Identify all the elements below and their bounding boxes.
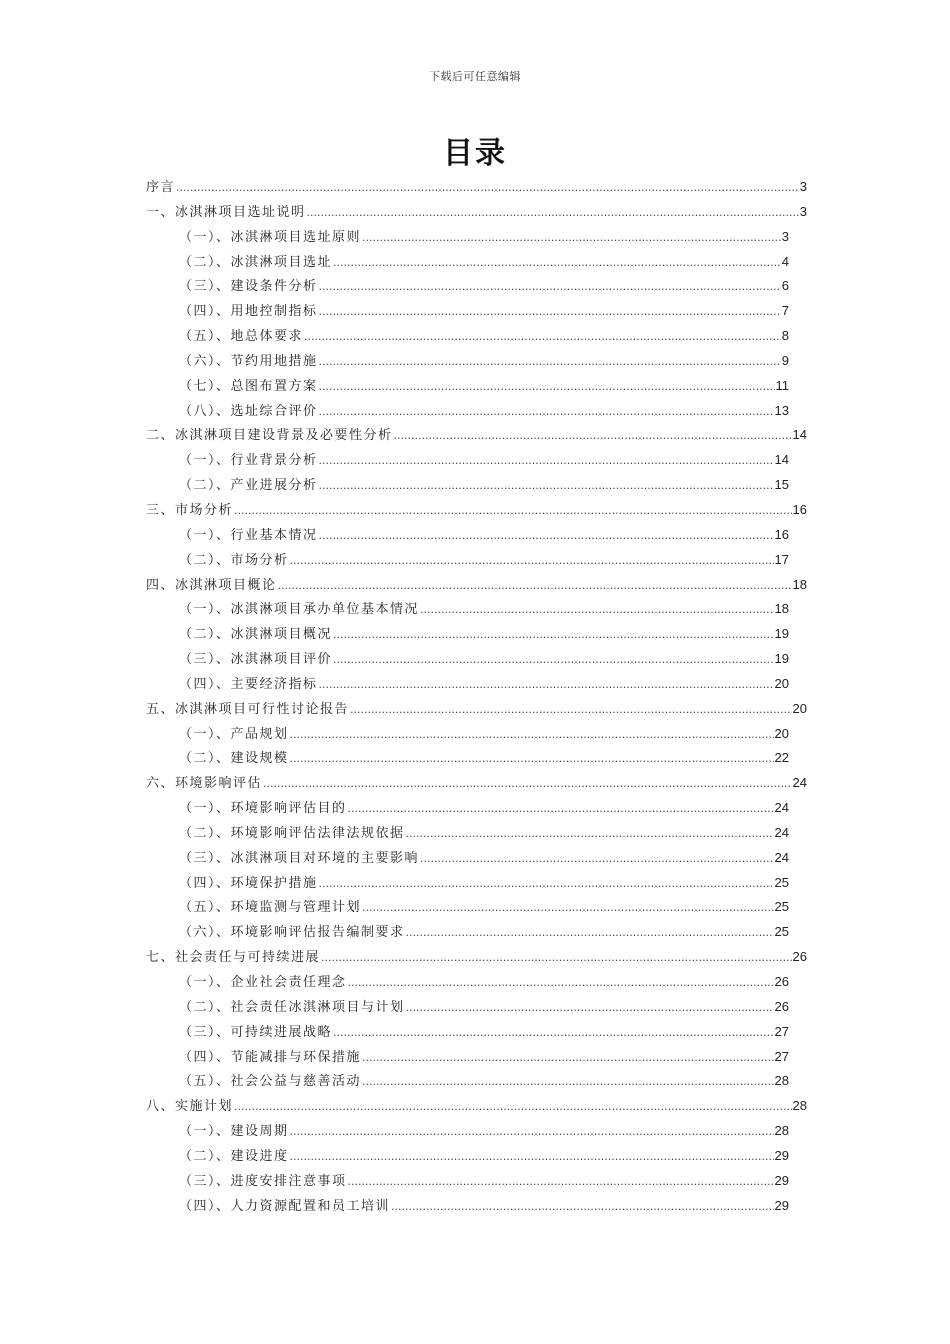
toc-dot-leader bbox=[290, 724, 774, 746]
toc-entry-page-number: 28 bbox=[774, 1123, 789, 1139]
toc-entry-page-number: 15 bbox=[774, 477, 789, 493]
toc-dot-leader bbox=[319, 475, 774, 497]
toc-dot-leader bbox=[304, 326, 781, 348]
toc-entry-page-number: 16 bbox=[792, 501, 807, 517]
toc-dot-leader bbox=[420, 848, 774, 870]
toc-entry[interactable] bbox=[146, 524, 807, 549]
toc-dot-leader bbox=[333, 1022, 774, 1044]
toc-entry[interactable] bbox=[146, 251, 807, 276]
toc-dot-leader bbox=[391, 1196, 774, 1218]
toc-entry[interactable] bbox=[146, 275, 807, 300]
toc-entry-label: （三）、冰淇淋项目对环境的主要影响 bbox=[179, 850, 420, 866]
toc-entry-label: （七）、总图布置方案 bbox=[179, 378, 318, 394]
toc-dot-leader bbox=[406, 997, 774, 1019]
toc-entry-label: （二）、社会责任冰淇淋项目与计划 bbox=[179, 999, 405, 1015]
toc-dot-leader bbox=[406, 922, 774, 944]
toc-entry-label: （五）、社会公益与慈善活动 bbox=[179, 1074, 362, 1090]
toc-entry[interactable] bbox=[146, 772, 807, 797]
toc-entry[interactable] bbox=[146, 449, 807, 474]
toc-entry-page-number: 24 bbox=[774, 800, 789, 816]
toc-entry-label: （四）、用地控制指标 bbox=[179, 304, 318, 320]
toc-entry-label: （二）、产业进展分析 bbox=[179, 478, 318, 494]
toc-entry-label: 一、冰淇淋项目选址说明 bbox=[146, 204, 306, 220]
toc-dot-leader bbox=[420, 599, 774, 621]
toc-dot-leader bbox=[348, 972, 774, 994]
toc-dot-leader bbox=[333, 624, 774, 646]
toc-entry-label: （四）、主要经济指标 bbox=[179, 676, 318, 692]
toc-entry[interactable] bbox=[146, 1170, 807, 1195]
toc-entry-page-number: 19 bbox=[774, 626, 789, 642]
toc-entry-page-number: 16 bbox=[774, 526, 789, 542]
toc-entry-page-number: 26 bbox=[774, 998, 789, 1014]
toc-entry-label: （四）、环境保护措施 bbox=[179, 875, 318, 891]
toc-entry-page-number: 24 bbox=[774, 849, 789, 865]
toc-entry[interactable] bbox=[146, 300, 807, 325]
toc-entry-label: （二）、市场分析 bbox=[179, 552, 289, 568]
toc-entry-page-number: 29 bbox=[774, 1147, 789, 1163]
toc-entry-label: （三）、冰淇淋项目评价 bbox=[179, 652, 333, 668]
toc-entry[interactable] bbox=[146, 400, 807, 425]
toc-dot-leader bbox=[321, 947, 792, 969]
toc-dot-leader bbox=[394, 425, 792, 447]
toc-dot-leader bbox=[319, 376, 775, 398]
toc-entry[interactable] bbox=[146, 673, 807, 698]
toc-entry[interactable] bbox=[146, 325, 807, 350]
toc-dot-leader bbox=[290, 1121, 774, 1143]
toc-entry-label: （五）、环境监测与管理计划 bbox=[179, 900, 362, 916]
toc-dot-leader bbox=[307, 202, 799, 224]
toc-entry-page-number: 22 bbox=[774, 750, 789, 766]
toc-entry[interactable] bbox=[146, 698, 807, 723]
toc-entry-label: （六）、环境影响评估报告编制要求 bbox=[179, 925, 405, 941]
toc-entry-label: 四、冰淇淋项目概论 bbox=[146, 577, 277, 593]
toc-entry-page-number: 4 bbox=[781, 253, 789, 269]
toc-entry[interactable] bbox=[146, 598, 807, 623]
toc-entry-label: （二）、建设进度 bbox=[179, 1148, 289, 1164]
toc-entry-label: （三）、可持续进展战略 bbox=[179, 1024, 333, 1040]
toc-entry[interactable] bbox=[146, 1021, 807, 1046]
toc-entry-page-number: 3 bbox=[799, 203, 807, 219]
toc-entry-label: 二、冰淇淋项目建设背景及必要性分析 bbox=[146, 428, 393, 444]
toc-entry-label: 序言 bbox=[146, 180, 176, 195]
toc-entry[interactable] bbox=[146, 1120, 807, 1145]
toc-dot-leader bbox=[234, 500, 792, 522]
toc-entry-label: 五、冰淇淋项目可行性讨论报告 bbox=[146, 701, 350, 717]
toc-entry[interactable] bbox=[146, 176, 807, 201]
header-note: 下载后可任意编辑 bbox=[429, 70, 521, 83]
toc-entry-page-number: 18 bbox=[774, 601, 789, 617]
toc-entry-label: （一）、产品规划 bbox=[179, 726, 289, 742]
toc-entry-label: （一）、环境影响评估目的 bbox=[179, 801, 347, 817]
toc-entry-page-number: 29 bbox=[774, 1197, 789, 1213]
toc-entry-page-number: 20 bbox=[792, 700, 807, 716]
toc-entry[interactable] bbox=[146, 424, 807, 449]
toc-entry-page-number: 3 bbox=[799, 179, 807, 194]
toc-entry-label: （二）、建设规模 bbox=[179, 751, 289, 767]
toc-dot-leader bbox=[362, 1047, 774, 1069]
toc-entry-label: 六、环境影响评估 bbox=[146, 776, 263, 792]
toc-dot-leader bbox=[290, 748, 774, 770]
toc-entry-page-number: 17 bbox=[774, 551, 789, 567]
toc-entry-page-number: 18 bbox=[792, 576, 807, 592]
toc-entry-label: 八、实施计划 bbox=[146, 1099, 234, 1115]
toc-entry-page-number: 25 bbox=[774, 899, 789, 915]
toc-entry[interactable] bbox=[146, 375, 807, 400]
toc-dot-leader bbox=[319, 351, 781, 373]
toc-entry[interactable] bbox=[146, 847, 807, 872]
toc-dot-leader bbox=[319, 525, 774, 547]
toc-entry-page-number: 25 bbox=[774, 924, 789, 940]
toc-entry-label: （八）、选址综合评价 bbox=[179, 403, 318, 419]
toc-entry-label: （六）、节约用地措施 bbox=[179, 353, 318, 369]
toc-dot-leader bbox=[333, 252, 781, 274]
toc-entry[interactable] bbox=[146, 574, 807, 599]
toc-entry[interactable] bbox=[146, 872, 807, 897]
toc-entry[interactable] bbox=[146, 797, 807, 822]
toc-dot-leader bbox=[319, 301, 781, 323]
toc-entry-label: （二）、环境影响评估法律法规依据 bbox=[179, 825, 405, 841]
toc-entry[interactable] bbox=[146, 623, 807, 648]
toc-entry-page-number: 29 bbox=[774, 1172, 789, 1188]
toc-entry[interactable] bbox=[146, 499, 807, 524]
toc-entry-page-number: 14 bbox=[774, 452, 789, 468]
toc-entry-page-number: 24 bbox=[774, 824, 789, 840]
toc-entry-label: （四）、节能减排与环保措施 bbox=[179, 1049, 362, 1065]
toc-entry[interactable] bbox=[146, 971, 807, 996]
toc-entry[interactable] bbox=[146, 747, 807, 772]
toc-entry[interactable] bbox=[146, 1195, 807, 1220]
toc-entry[interactable] bbox=[146, 822, 807, 847]
toc-entry[interactable] bbox=[146, 1070, 807, 1095]
toc-entry-page-number: 20 bbox=[774, 675, 789, 691]
toc-entry[interactable] bbox=[146, 896, 807, 921]
toc-entry-label: （一）、冰淇淋项目选址原则 bbox=[179, 229, 362, 245]
toc-entry-page-number: 8 bbox=[781, 328, 789, 344]
toc-entry-label: （四）、人力资源配置和员工培训 bbox=[179, 1198, 391, 1214]
toc-dot-leader bbox=[333, 649, 774, 671]
toc-dot-leader bbox=[348, 1171, 774, 1193]
toc-entry-label: （五）、地总体要求 bbox=[179, 329, 304, 345]
toc-entry[interactable] bbox=[146, 350, 807, 375]
toc-entry-label: （三）、建设条件分析 bbox=[179, 279, 318, 295]
toc-dot-leader bbox=[234, 1096, 792, 1118]
toc-dot-leader bbox=[348, 798, 774, 820]
toc-entry[interactable] bbox=[146, 474, 807, 499]
toc-dot-leader bbox=[319, 674, 774, 696]
toc-dot-leader bbox=[278, 575, 792, 597]
toc-entry-label: （二）、冰淇淋项目选址 bbox=[179, 254, 333, 270]
toc-entry[interactable] bbox=[146, 996, 807, 1021]
toc-entry-page-number: 13 bbox=[774, 402, 789, 418]
toc-entry[interactable] bbox=[146, 201, 807, 226]
toc-dot-leader bbox=[263, 773, 792, 795]
toc-dot-leader bbox=[290, 550, 774, 572]
toc-entry-page-number: 27 bbox=[774, 1023, 789, 1039]
toc-dot-leader bbox=[319, 450, 774, 472]
toc-dot-leader bbox=[319, 401, 774, 423]
toc-dot-leader bbox=[319, 873, 774, 895]
toc-entry-page-number: 27 bbox=[774, 1048, 789, 1064]
toc-entry-label: （一）、行业基本情况 bbox=[179, 527, 318, 543]
toc-entry[interactable] bbox=[146, 549, 807, 574]
table-of-contents bbox=[146, 176, 807, 1219]
toc-entry-label: 七、社会责任与可持续进展 bbox=[146, 950, 321, 966]
toc-entry[interactable] bbox=[146, 1095, 807, 1120]
toc-dot-leader bbox=[362, 227, 781, 249]
toc-entry-page-number: 7 bbox=[781, 303, 789, 319]
toc-entry[interactable] bbox=[146, 1046, 807, 1071]
toc-entry-page-number: 6 bbox=[781, 278, 789, 294]
toc-entry-page-number: 25 bbox=[774, 874, 789, 890]
toc-entry-page-number: 28 bbox=[792, 1098, 807, 1114]
toc-entry-label: （一）、企业社会责任理念 bbox=[179, 975, 347, 990]
toc-entry[interactable] bbox=[146, 1145, 807, 1170]
toc-entry-label: （二）、冰淇淋项目概况 bbox=[179, 627, 333, 643]
toc-entry[interactable] bbox=[146, 723, 807, 748]
toc-entry-page-number: 26 bbox=[792, 949, 807, 965]
toc-dot-leader bbox=[362, 897, 774, 919]
toc-entry[interactable] bbox=[146, 648, 807, 673]
toc-entry-page-number: 3 bbox=[781, 228, 789, 244]
toc-entry[interactable] bbox=[146, 226, 807, 251]
toc-entry-label: 三、市场分析 bbox=[146, 502, 234, 518]
toc-entry[interactable] bbox=[146, 946, 807, 971]
toc-entry-page-number: 11 bbox=[775, 377, 789, 393]
toc-entry-label: （一）、行业背景分析 bbox=[179, 453, 318, 469]
toc-entry-label: （三）、进度安排注意事项 bbox=[179, 1173, 347, 1189]
toc-dot-leader bbox=[290, 1146, 774, 1168]
toc-entry[interactable] bbox=[146, 921, 807, 946]
toc-dot-leader bbox=[406, 823, 774, 845]
toc-dot-leader bbox=[350, 699, 792, 721]
toc-entry-page-number: 14 bbox=[792, 427, 807, 443]
toc-entry-label: （一）、冰淇淋项目承办单位基本情况 bbox=[179, 602, 420, 618]
toc-entry-page-number: 20 bbox=[774, 725, 789, 741]
toc-entry-page-number: 26 bbox=[774, 974, 789, 989]
toc-dot-leader bbox=[176, 177, 799, 199]
toc-entry-page-number: 28 bbox=[774, 1073, 789, 1089]
toc-dot-leader bbox=[362, 1071, 774, 1093]
toc-entry-page-number: 24 bbox=[792, 775, 807, 791]
toc-dot-leader bbox=[319, 276, 781, 298]
toc-entry-page-number: 19 bbox=[774, 651, 789, 667]
page-title: 目录 bbox=[443, 136, 507, 171]
toc-entry-label: （一）、建设周期 bbox=[179, 1124, 289, 1140]
toc-entry-page-number: 9 bbox=[781, 352, 789, 368]
